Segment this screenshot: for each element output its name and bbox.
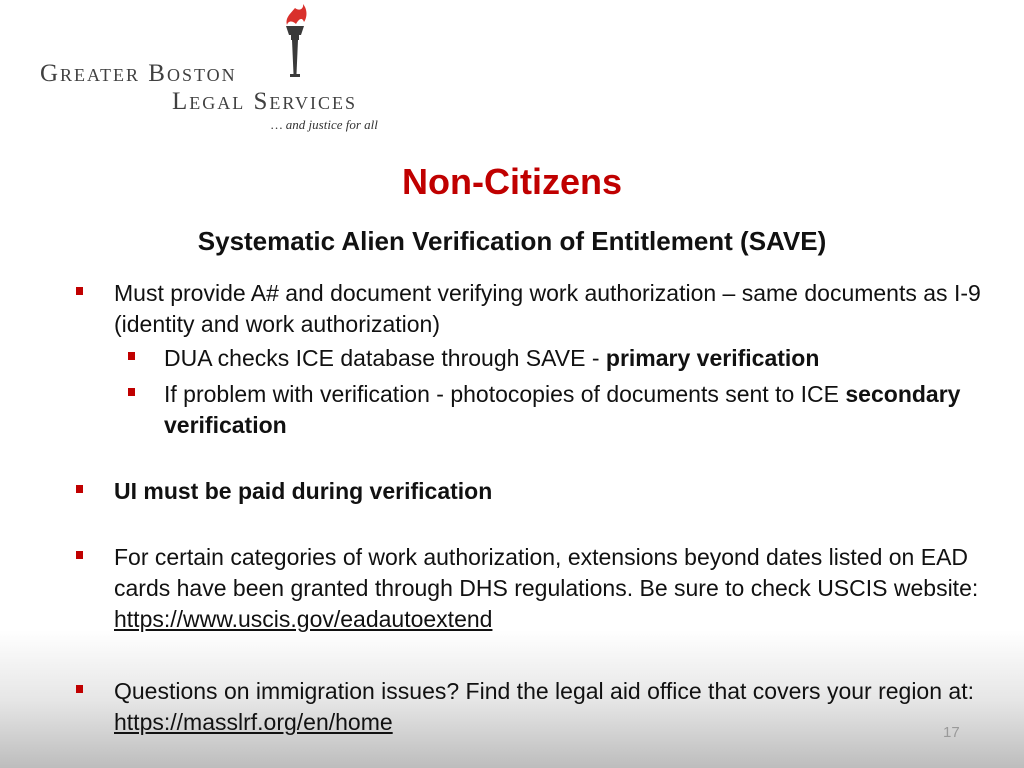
torch-icon bbox=[278, 4, 312, 84]
bullet-bold-text: secondary verification bbox=[164, 381, 961, 438]
page-number: 17 bbox=[943, 724, 960, 741]
bullet-text: If problem with verification - photocopies of documents sent to ICE bbox=[164, 381, 846, 407]
logo-org-line1: Greater Boston bbox=[40, 60, 237, 87]
bullet-marker bbox=[76, 485, 83, 493]
bullet-list bbox=[70, 278, 1000, 738]
logo-org-line2: Legal Services bbox=[172, 88, 357, 115]
slide-subtitle: Systematic Alien Verification of Entitlement (SAVE) bbox=[197, 226, 827, 256]
bullet-marker bbox=[128, 388, 135, 396]
bullet-text: Questions on immigration issues? Find the legal aid office that covers your region at: bbox=[114, 678, 974, 704]
bullet-questions bbox=[70, 676, 1000, 738]
bullet-marker bbox=[128, 352, 135, 360]
sub-bullet-secondary bbox=[70, 379, 1000, 441]
bullet-text: For certain categories of work authorization, extensions beyond dates listed on EAD cards have been granted through DHS regulations. Be sure to check USCIS website: bbox=[114, 544, 979, 601]
bullet-text: DUA checks ICE database through SAVE - bbox=[164, 345, 606, 371]
sub-bullet-primary bbox=[70, 343, 1000, 374]
bullet-ui-paid bbox=[70, 476, 1000, 507]
bullet-bold-text: primary verification bbox=[605, 345, 820, 371]
logo-tagline: … and justice for all bbox=[271, 117, 378, 132]
slide-title: Non-Citizens bbox=[402, 161, 622, 202]
bullet-documents bbox=[70, 278, 1000, 340]
bullet-marker bbox=[76, 551, 83, 559]
bullet-text: Must provide A# and document verifying work authorization – same documents as I-9 (identity and work authorization) bbox=[114, 280, 981, 337]
masslrf-link[interactable]: https://masslrf.org/en/home bbox=[114, 709, 393, 735]
uscis-link[interactable]: https://www.uscis.gov/eadautoextend bbox=[114, 606, 493, 632]
bullet-ead-extension bbox=[70, 542, 1000, 635]
bullet-marker bbox=[76, 685, 83, 693]
logo bbox=[38, 4, 398, 136]
bullet-marker bbox=[76, 287, 83, 295]
bullet-bold-text: UI must be paid during verification bbox=[114, 478, 493, 504]
